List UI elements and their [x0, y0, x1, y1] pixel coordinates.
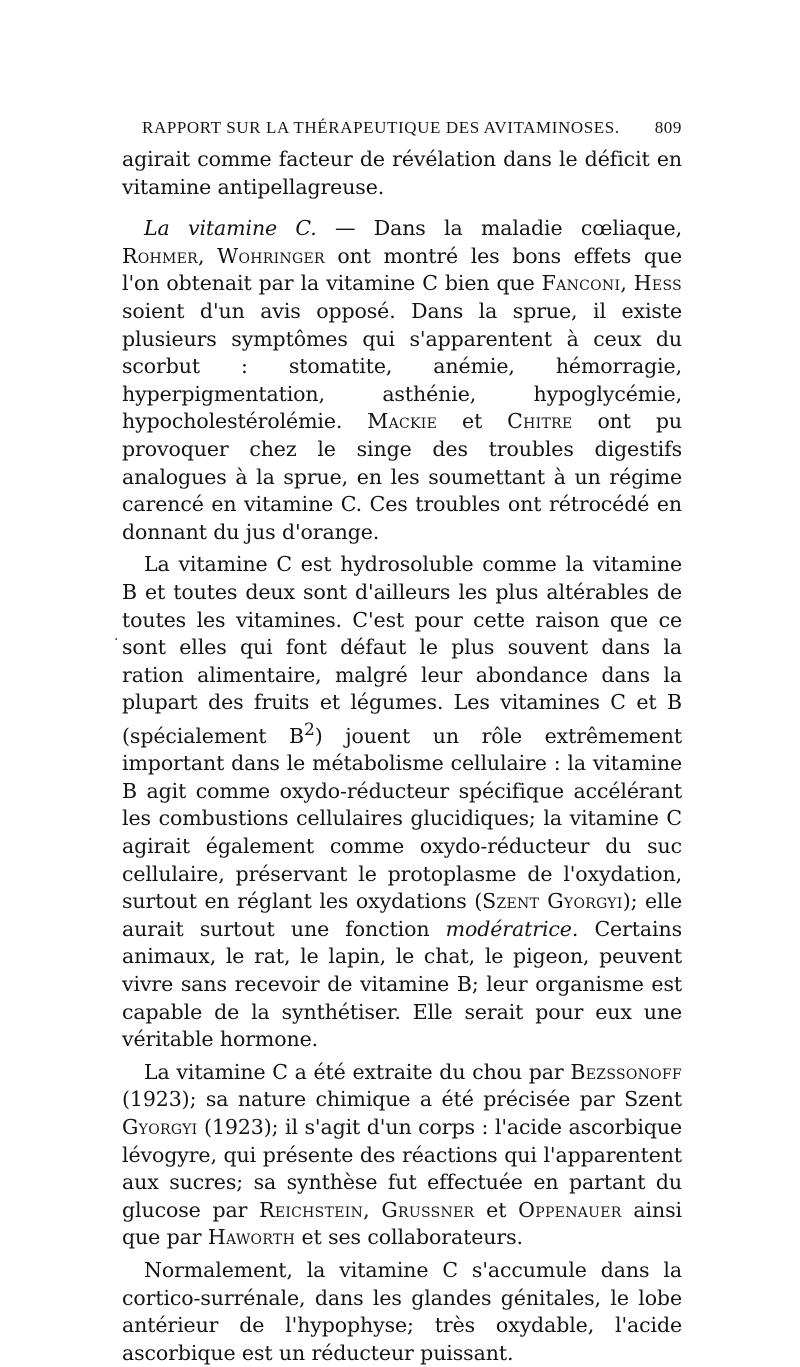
- section-title: La vitamine C.: [144, 216, 317, 241]
- body-text: [122, 146, 682, 1367]
- author-name: Fanconi: [541, 271, 621, 296]
- author-name: Chitre: [507, 409, 573, 434]
- paragraph-continuation: agirait comme facteur de révélation dans le déficit en vitamine antipellagreuse.: [122, 147, 682, 199]
- author-name: Szent Gyorgyi: [482, 889, 623, 914]
- author-name: Mackie: [367, 409, 438, 434]
- author-name: Haworth: [207, 1225, 296, 1250]
- paragraph-normalement: Normalement, la vitamine C s'accumule dans la cortico-surrénale, dans les glandes génitales, le lobe antérieur de l'hypophyse; très oxydable, l'acide ascorbique est un réducteur puissant.: [122, 1257, 682, 1365]
- author-name: Reichstein: [259, 1197, 364, 1222]
- author-name: Grussner: [381, 1197, 475, 1222]
- margin-mark: ·: [114, 632, 119, 648]
- page-number: 809: [654, 118, 682, 137]
- author-name: Bezssonoff: [570, 1059, 682, 1084]
- paragraph-vitamine-c: La vitamine C. — Dans la maladie cœliaque, Rohmer, Wohringer ont montré les bons effets que l'on obtenait par la vitamine C bien que Fanconi, Hess soient d'un avis opposé. Dans la sprue, il existe plusieurs symptômes qui s'apparentent à ceux du scorbut : stomatite, anémie, hémorragie, hyperpigmentation, asthénie, hypoglycémie, hypocholestérolémie. Mackie et Chitre ont pu provoquer chez le singe des troubles digestifs analogues à la sprue, en les soumettant à un régime carencé en vitamine C. Ces troubles ont rétrocédé en donnant du jus d'orange.: [122, 216, 682, 544]
- author-name: Gyorgyi: [122, 1115, 198, 1140]
- superscript: 2: [304, 719, 315, 740]
- italic-term: modératrice: [445, 916, 572, 941]
- paragraph-hydrosoluble: La vitamine C est hydrosoluble comme la vitamine B et toutes deux sont d'ailleurs les plus altérables de toutes les vitamines. C'est pour cette raison que ce sont elles qui font défaut le plus souvent dans la ration alimentaire, malgré leur abondance dans la plupart des fruits et légumes. Les vitamines C et B (spécialement $B^2$) jouent un rôle extrêmement important dans le métabolisme cellulaire : la vitamine B agit comme oxydo-réducteur spécifique accélérant les combustions cellulaires glucidiques; la vitamine C agirait également comme oxydo-réducteur du suc cellulaire, préservant le protoplasme de l'oxydation, surtout en réglant les oxydations (Szent Gyorgyi); elle aurait surtout une fonction modératrice. Certains animaux, le rat, le lapin, le chat, le pigeon, peuvent vivre sans recevoir de vitamine B; leur organisme est capable de la synthétiser. Elle serait pour eux une véritable hormone.: [122, 552, 682, 1052]
- author-name: Wohringer: [217, 243, 325, 268]
- running-title: RAPPORT SUR LA THÉRAPEUTIQUE DES AVITAMINOSES.: [142, 118, 620, 137]
- author-name: Hess: [633, 271, 682, 296]
- paragraph-extraction: La vitamine C a été extraite du chou par Bezssonoff (1923); sa nature chimique a été précisée par Szent Gyorgyi (1923); il s'agit d'un corps : l'acide ascorbique lévogyre, qui présente des réactions qui l'apparentent aux sucres; sa synthèse fut effectuée en partant du glucose par Reichstein, Grussner et Oppenauer ainsi que par Haworth et ses collaborateurs.: [122, 1059, 682, 1250]
- author-name: Rohmer: [122, 243, 199, 268]
- author-name: Oppenauer: [518, 1197, 622, 1222]
- running-header: [142, 118, 682, 138]
